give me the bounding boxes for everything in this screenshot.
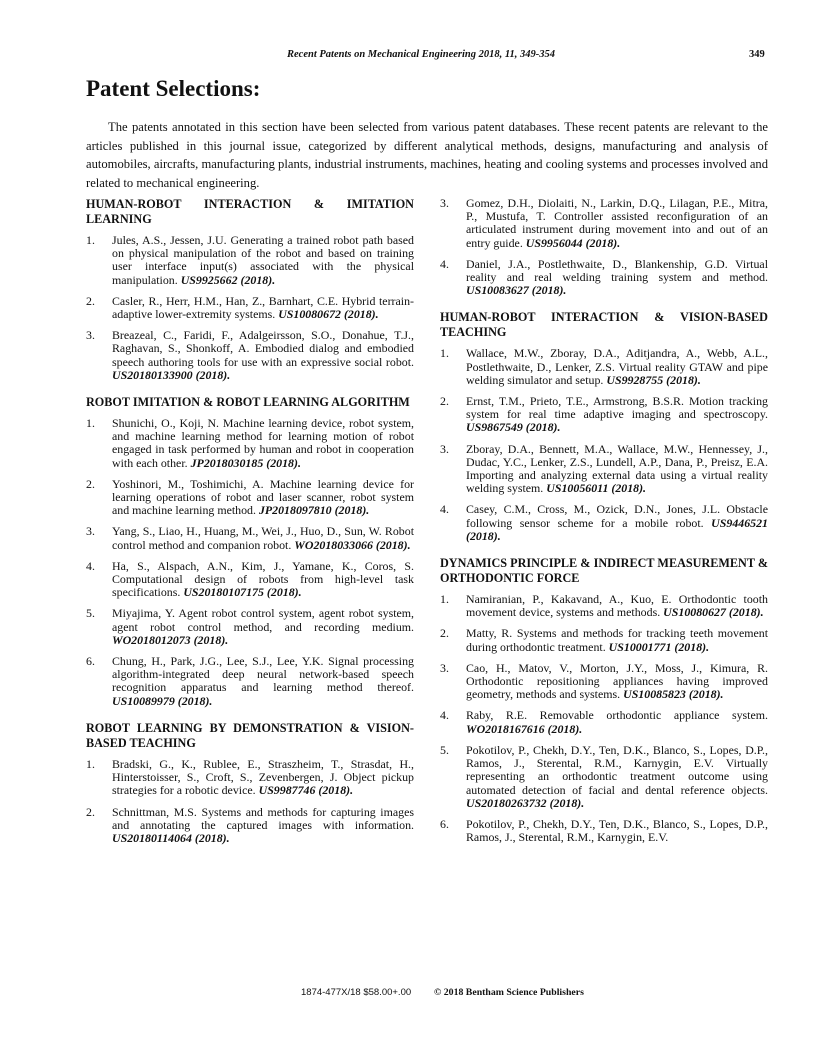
patent-section	[86, 721, 414, 845]
entry-citation: Bradski, G., K., Rublee, E., Straszheim, T., Strasdat, H., Hinterstoisser, S., Croft, S., Zevenbergen, J. Object pickup strategies for a robotic device.	[112, 756, 414, 798]
entry-citation: Breazeal, C., Faridi, F., Adalgeirsson, S.O., Donahue, T.J., Raghavan, S., Shonkoff, A. Embodied dialog and embodied speech authoring tools for use with an expressive social robot.	[112, 328, 414, 369]
patent-entry	[86, 607, 414, 647]
patent-number: US10085823 (2018).	[623, 687, 724, 702]
intro-paragraph: The patents annotated in this section have been selected from various patent databases. These recent patents are relevant to the articles published in this journal issue, categorized by different analytical methods, designs, manufacturing and analysis of automobiles, aircrafts, manufacturing plants, industrial instruments, machines, heating and cooling systems and processes involved and related to mechanical engineering.	[86, 120, 768, 190]
patent-number: US20180114064 (2018).	[112, 830, 230, 845]
patent-number: US10001771 (2018).	[608, 639, 710, 654]
patent-entry	[440, 197, 768, 250]
patent-number: US9446521 (2018).	[466, 515, 768, 543]
patent-number: US9956044 (2018).	[525, 235, 621, 250]
entry-citation: Zboray, D.A., Bennett, M.A., Wallace, M.W., Hennessey, J., Dudac, Y.C., Lenker, Z.S., Lundell, A.P., Dana, P., Preisz, E.A. Importing and analyzing external data using a virtual reality welding system.	[466, 441, 768, 496]
entry-number: 2.	[86, 476, 95, 491]
section-heading: HUMAN-ROBOT INTERACTION & IMITATION LEARNING	[86, 197, 414, 226]
journal-citation: Recent Patents on Mechanical Engineering 2018, 11, 349-354	[287, 49, 556, 60]
entry-citation: Chung, H., Park, J.G., Lee, S.J., Lee, Y.K. Signal processing algorithm-integrated deep neural network-based speech recognition apparatus and learning method thereof.	[112, 654, 414, 695]
entry-citation: Cao, H., Matov, V., Morton, J.Y., Moss, J., Kimura, R. Orthodontic repositioning appliances having improved geometry, methods and systems.	[466, 660, 768, 702]
left-column	[86, 197, 414, 858]
entry-citation: Daniel, J.A., Postlethwaite, D., Blankenship, G.D. Virtual reality and real welding training system and method.	[466, 256, 768, 285]
entry-number: 5.	[440, 742, 449, 757]
entry-number: 3.	[440, 660, 449, 675]
patent-entry	[86, 329, 414, 382]
entry-citation: Pokotilov, P., Chekh, D.Y., Ten, D.K., Blanco, S., Lopes, D.P., Ramos, J., Sterental, R.M., Karnygin, E.V.	[466, 816, 768, 845]
patent-entry	[440, 443, 768, 496]
entry-citation: Namiranian, P., Kakavand, A., Kuo, E. Orthodontic tooth movement device, systems and methods.	[466, 592, 768, 620]
entry-number: 2.	[86, 293, 95, 308]
entry-citation: Shunichi, O., Koji, N. Machine learning device, robot system, and machine learning method for learning motion of robot engaged in task performed by human and robot in cooperation with each other.	[112, 416, 414, 470]
entry-number: 4.	[440, 256, 449, 271]
patent-entry	[440, 818, 768, 844]
entry-citation: Ha, S., Alspach, A.N., Kim, J., Yamane, K., Coros, S. Computational design of robots from high-level task specifications.	[112, 558, 414, 600]
entry-citation: Raby, R.E. Removable orthodontic appliance system.	[466, 708, 768, 723]
section-heading: ROBOT LEARNING BY DEMONSTRATION & VISION-BASED TEACHING	[86, 720, 414, 750]
entry-citation: Matty, R. Systems and methods for tracking teeth movement during orthodontic treatment.	[466, 626, 768, 654]
patent-number: US20180133900 (2018).	[112, 367, 231, 382]
entry-number: 4.	[440, 502, 449, 517]
patent-number: US10080672 (2018).	[278, 307, 379, 322]
patent-section	[86, 395, 414, 708]
entry-citation: Yoshinori, M., Toshimichi, A. Machine learning device for learning operations of robot and laser scanner, robot system and machine learning method.	[112, 476, 414, 518]
patent-entry	[86, 806, 414, 846]
patent-entry	[440, 395, 768, 435]
running-head	[0, 49, 816, 63]
issn-price: 1874-477X/18 $58.00+.00	[301, 987, 412, 998]
patent-section	[86, 197, 414, 382]
entry-number: 6.	[440, 816, 449, 831]
patent-number: US10083627 (2018).	[466, 283, 567, 298]
patent-entry	[86, 655, 414, 708]
entry-citation: Casey, C.M., Cross, M., Ozick, D.N., Jones, J.L. Obstacle following sensor scheme for a mobile robot.	[466, 502, 768, 530]
entry-number: 2.	[86, 804, 95, 819]
entry-number: 2.	[440, 626, 449, 641]
section-heading: ROBOT IMITATION & ROBOT LEARNING ALGORITHM	[86, 395, 410, 410]
patent-number: US10056011 (2018).	[546, 481, 647, 496]
page-title: Patent Selections:	[86, 76, 261, 101]
patent-entry	[86, 234, 414, 287]
patent-number: WO2018012073 (2018).	[112, 632, 229, 647]
entry-number: 3.	[440, 196, 449, 210]
patent-entry	[440, 709, 768, 735]
patent-number: US9867549 (2018).	[466, 420, 561, 435]
patent-entry	[86, 758, 414, 798]
entry-number: 1.	[86, 756, 95, 771]
patent-number: US9925662 (2018).	[180, 272, 276, 287]
patent-entry	[86, 525, 414, 551]
patent-entry	[440, 347, 768, 387]
section-heading: HUMAN-ROBOT INTERACTION & VISION-BASED TEACHING	[440, 310, 768, 340]
patent-number: US9928755 (2018).	[606, 372, 701, 387]
patent-number: JP2018030185 (2018).	[190, 455, 301, 470]
patent-number: US10089979 (2018).	[112, 693, 213, 708]
entry-citation: Ernst, T.M., Prieto, T.E., Armstrong, B.S.R. Motion tracking system for real time adaptive imaging and spectroscopy.	[466, 394, 768, 422]
page-number: 349	[749, 49, 765, 60]
patent-number: US10080627 (2018).	[663, 605, 764, 620]
entry-number: 1.	[440, 346, 449, 361]
patent-number: WO2018167616 (2018).	[466, 721, 583, 736]
patent-number: US20180107175 (2018).	[183, 585, 302, 600]
patent-entry	[440, 258, 768, 298]
entry-number: 6.	[86, 654, 95, 669]
entry-citation: Jules, A.S., Jessen, J.U. Generating a trained robot path based on physical manipulation of the robot and based on training user interface input(s) associated with the physical manipulation.	[112, 233, 414, 287]
patent-entry	[86, 417, 414, 470]
patent-entry	[86, 560, 414, 600]
entry-citation: Casler, R., Herr, H.M., Han, Z., Barnhart, C.E. Hybrid terrain-adaptive lower-extremity systems.	[112, 293, 414, 322]
patent-number: JP2018097810 (2018).	[258, 503, 370, 518]
entry-number: 3.	[86, 524, 95, 539]
entry-number: 4.	[86, 558, 95, 573]
section-heading: DYNAMICS PRINCIPLE & INDIRECT MEASUREMENT & ORTHODONTIC FORCE	[440, 556, 768, 586]
entry-citation: Miyajima, Y. Agent robot control system, agent robot system, agent robot control method, and recording medium.	[112, 606, 414, 634]
patent-entry	[440, 662, 768, 702]
patent-number: US9987746 (2018).	[258, 783, 354, 798]
patent-number: US20180263732 (2018).	[466, 795, 585, 810]
entry-number: 1.	[86, 416, 95, 431]
entry-number: 5.	[86, 606, 95, 621]
entry-citation: Yang, S., Liao, H., Huang, M., Wei, J., Huo, D., Sun, W. Robot control method and companion robot.	[112, 524, 414, 552]
entry-citation: Wallace, M.W., Zboray, D.A., Aditjandra, A., Webb, A.L., Postlethwaite, D., Lenker, Z.S. Virtual reality GTAW and pipe welding simulator and setup.	[466, 346, 768, 387]
entry-number: 3.	[440, 441, 449, 456]
patent-entry	[86, 478, 414, 518]
copyright: © 2018 Bentham Science Publishers	[434, 987, 584, 998]
entry-number: 1.	[440, 592, 449, 607]
entry-number: 2.	[440, 394, 449, 409]
entry-number: 4.	[440, 708, 449, 723]
right-column	[440, 197, 768, 857]
patent-entry	[440, 627, 768, 653]
entry-citation: Schnittman, M.S. Systems and methods for capturing images and annotating the captured images with information.	[112, 804, 414, 832]
patent-entry	[86, 295, 414, 321]
entry-number: 3.	[86, 328, 95, 343]
entry-citation: Pokotilov, P., Chekh, D.Y., Ten, D.K., Blanco, S., Lopes, D.P., Ramos, J., Sterental, R.M., Karnygin, E.V. Virtually representing an orthodontic treatment outcome using automated detection of facial and dental reference objects.	[466, 742, 768, 797]
entry-citation: Gomez, D.H., Diolaiti, N., Larkin, D.Q., Lilagan, P.E., Mitra, P., Mustufa, T. Controller assisted reconfiguration of an articulated instrument during movement into and out of an entry guide.	[466, 196, 768, 250]
patent-section	[440, 310, 768, 543]
patent-number: WO2018033066 (2018).	[294, 537, 411, 552]
patent-entry	[440, 744, 768, 810]
patent-entry	[440, 593, 768, 619]
entry-number: 1.	[86, 233, 95, 247]
patent-section	[440, 197, 768, 297]
patent-entry	[440, 503, 768, 543]
patent-section	[440, 556, 768, 844]
